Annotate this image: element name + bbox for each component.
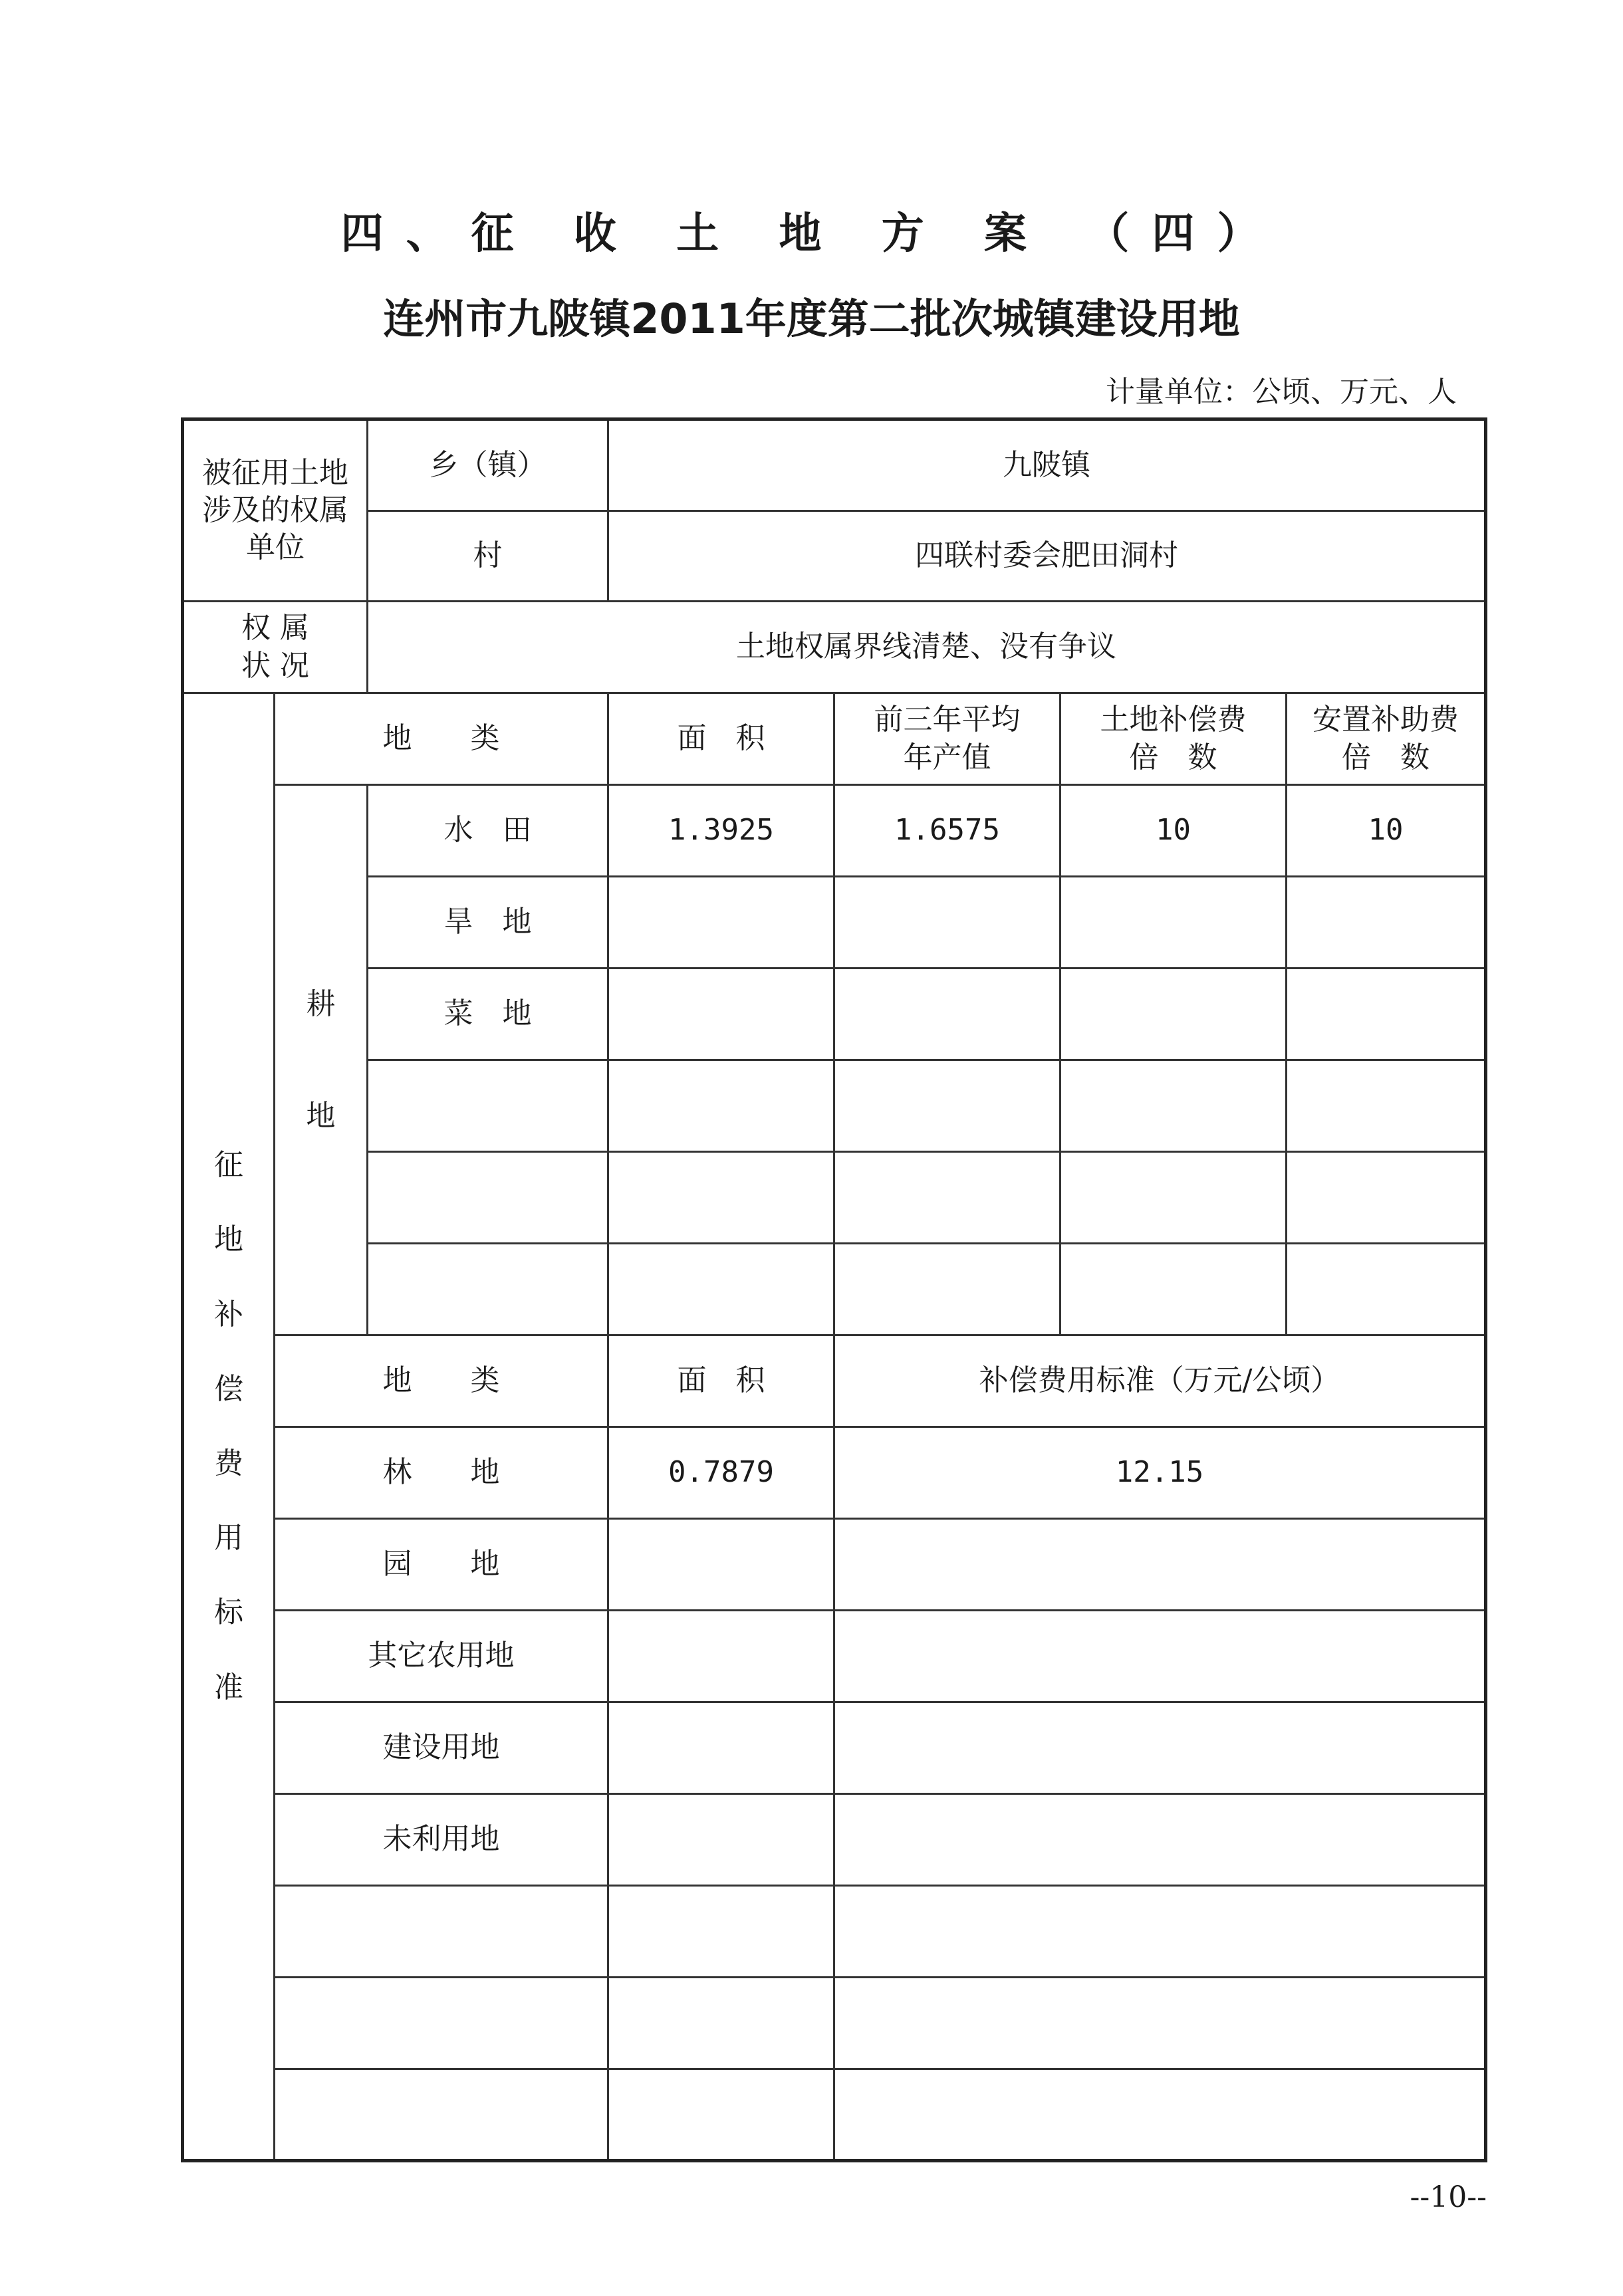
t1-header-resettle-mult xyxy=(1287,693,1486,785)
page-number: --10-- xyxy=(1410,2180,1487,2214)
arable-area: 1.3925 xyxy=(608,785,834,877)
other-land-type: 未利用地 xyxy=(275,1794,608,1886)
arable-land-type: 水 田 xyxy=(368,785,608,877)
t2-header-standard: 补偿费用标准（万元/公顷） xyxy=(834,1335,1486,1427)
t1-header-resettle-mult-text: 安置补助费倍 数 xyxy=(1312,703,1459,774)
arable-area xyxy=(608,969,834,1060)
owner-unit-label-text: 被征用土地涉及的权属单位 xyxy=(202,455,348,565)
section-label-text: 征地补偿费用标准 xyxy=(214,1148,243,1704)
other-land-type: 林 地 xyxy=(275,1427,608,1519)
village-label: 村 xyxy=(368,511,608,602)
other-land-area xyxy=(608,1794,834,1886)
arable-avg-output xyxy=(834,969,1061,1060)
arable-row xyxy=(183,1060,1486,1152)
other-land-area: 0.7879 xyxy=(608,1427,834,1519)
arable-resettle-mult xyxy=(1287,877,1486,969)
other-land-standard xyxy=(834,1978,1486,2069)
other-land-area xyxy=(608,2069,834,2161)
other-land-row xyxy=(183,1978,1486,2069)
other-land-row xyxy=(183,1794,1486,1886)
arable-avg-output xyxy=(834,1060,1061,1152)
arable-land-type xyxy=(368,1244,608,1335)
arable-row xyxy=(183,785,1486,877)
t2-header-row xyxy=(183,1335,1486,1427)
arable-avg-output xyxy=(834,877,1061,969)
other-land-type xyxy=(275,1886,608,1978)
other-land-type: 其它农用地 xyxy=(275,1611,608,1702)
arable-comp-mult xyxy=(1061,877,1287,969)
arable-comp-mult xyxy=(1061,969,1287,1060)
other-land-row xyxy=(183,1611,1486,1702)
arable-land-type: 菜 地 xyxy=(368,969,608,1060)
arable-comp-mult: 10 xyxy=(1061,785,1287,877)
arable-comp-mult xyxy=(1061,1060,1287,1152)
land-acquisition-table xyxy=(181,417,1487,2162)
arable-resettle-mult xyxy=(1287,969,1486,1060)
other-land-row xyxy=(183,1702,1486,1794)
t1-header-area: 面 积 xyxy=(608,693,834,785)
t2-header-area: 面 积 xyxy=(608,1335,834,1427)
town-value: 九陂镇 xyxy=(608,419,1486,511)
t1-header-comp-mult-text: 土地补偿费倍 数 xyxy=(1100,703,1247,774)
other-land-type xyxy=(275,1978,608,2069)
t2-header-land-type: 地 类 xyxy=(275,1335,608,1427)
arable-row xyxy=(183,1152,1486,1244)
owner-unit-label xyxy=(183,419,368,602)
t1-header-avg-output xyxy=(834,693,1061,785)
other-land-standard xyxy=(834,1886,1486,1978)
arable-land-type: 旱 地 xyxy=(368,877,608,969)
arable-area xyxy=(608,1152,834,1244)
village-value: 四联村委会肥田洞村 xyxy=(608,511,1486,602)
other-land-area xyxy=(608,1978,834,2069)
document-subtitle: 连州市九陂镇2011年度第二批次城镇建设用地 xyxy=(383,294,1240,343)
other-land-standard: 12.15 xyxy=(834,1427,1486,1519)
arable-land-label-text: 耕地 xyxy=(306,987,336,1133)
arable-area xyxy=(608,1060,834,1152)
arable-resettle-mult xyxy=(1287,1244,1486,1335)
arable-land-label xyxy=(275,785,368,1335)
other-land-row xyxy=(183,1886,1486,1978)
t1-header-land-type: 地 类 xyxy=(275,693,608,785)
other-land-area xyxy=(608,1611,834,1702)
ownership-status-value: 土地权属界线清楚、没有争议 xyxy=(368,602,1486,693)
other-land-standard xyxy=(834,2069,1486,2161)
t1-header-comp-mult xyxy=(1061,693,1287,785)
ownership-status-label-text: 权 属 状 况 xyxy=(241,611,309,683)
other-land-area xyxy=(608,1702,834,1794)
arable-resettle-mult xyxy=(1287,1060,1486,1152)
arable-avg-output xyxy=(834,1244,1061,1335)
arable-resettle-mult: 10 xyxy=(1287,785,1486,877)
other-land-area xyxy=(608,1519,834,1611)
document-title: 四、征 收 土 地 方 案 （四） xyxy=(340,209,1283,259)
arable-row xyxy=(183,877,1486,969)
arable-comp-mult xyxy=(1061,1244,1287,1335)
arable-land-type xyxy=(368,1060,608,1152)
other-land-row xyxy=(183,2069,1486,2161)
other-land-standard xyxy=(834,1519,1486,1611)
other-land-type xyxy=(275,2069,608,2161)
arable-row xyxy=(183,969,1486,1060)
arable-land-type xyxy=(368,1152,608,1244)
section-label xyxy=(183,693,275,2161)
arable-avg-output xyxy=(834,1152,1061,1244)
arable-resettle-mult xyxy=(1287,1152,1486,1244)
town-label: 乡（镇） xyxy=(368,419,608,511)
other-land-area xyxy=(608,1886,834,1978)
other-land-standard xyxy=(834,1702,1486,1794)
unit-note: 计量单位：公顷、万元、人 xyxy=(1106,375,1457,409)
t1-header-avg-output-text: 前三年平均年产值 xyxy=(874,703,1021,774)
other-land-standard xyxy=(834,1611,1486,1702)
other-land-standard xyxy=(834,1794,1486,1886)
ownership-status-label xyxy=(183,602,368,693)
other-land-type: 建设用地 xyxy=(275,1702,608,1794)
other-land-row xyxy=(183,1427,1486,1519)
other-land-row xyxy=(183,1519,1486,1611)
arable-row xyxy=(183,1244,1486,1335)
arable-comp-mult xyxy=(1061,1152,1287,1244)
arable-area xyxy=(608,877,834,969)
other-land-type: 园 地 xyxy=(275,1519,608,1611)
arable-avg-output: 1.6575 xyxy=(834,785,1061,877)
arable-area xyxy=(608,1244,834,1335)
